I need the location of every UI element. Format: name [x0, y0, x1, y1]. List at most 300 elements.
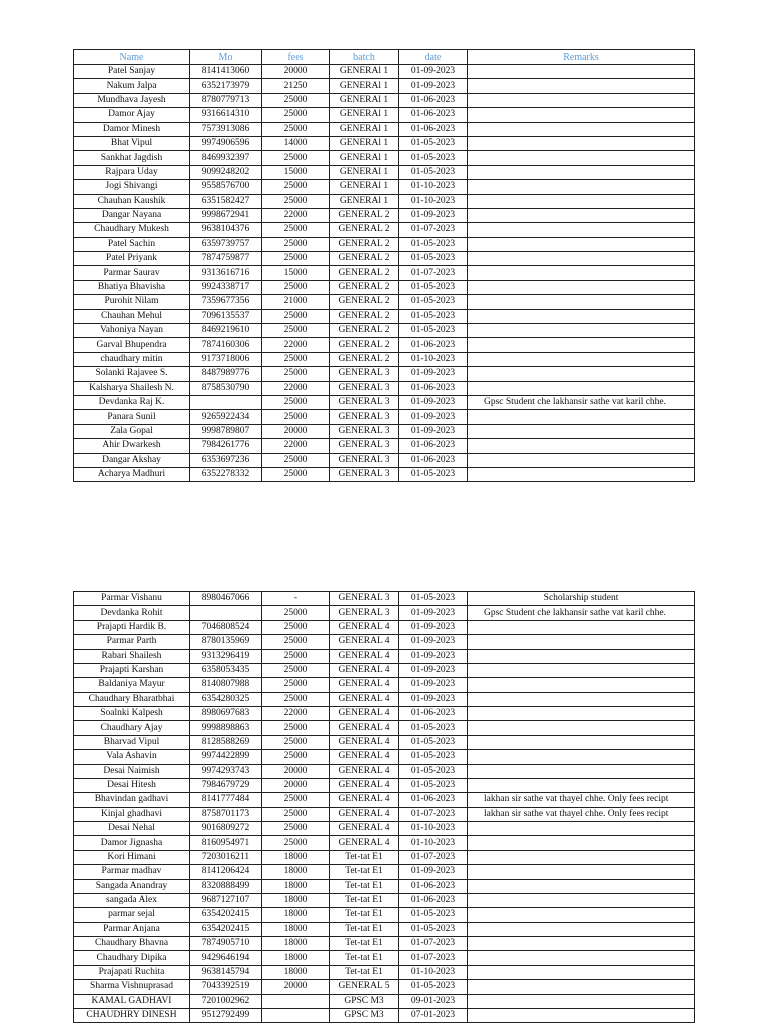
cell-fees: 25000 [262, 410, 330, 424]
cell-batch: GENERAL 3 [330, 606, 399, 620]
cell-name: Panara Sunil [74, 410, 190, 424]
cell-name: Rabari Shailesh [74, 649, 190, 663]
cell-date: 01-09-2023 [399, 395, 468, 409]
cell-batch: GENERAl 1 [330, 151, 399, 165]
cell-name: Chaudhary Bharatbhai [74, 692, 190, 706]
cell-remarks: Gpsc Student che lakhansir sathe vat karil chhe. [468, 395, 695, 409]
cell-mobile: 6358053435 [190, 663, 262, 677]
col-header-fees: fees [262, 50, 330, 65]
table-row [74, 707, 695, 721]
cell-name: Parmar Saurav [74, 266, 190, 280]
cell-batch: GENERAL 3 [330, 467, 399, 481]
table-row [74, 252, 695, 266]
cell-batch: GENERAl 1 [330, 180, 399, 194]
cell-remarks [468, 937, 695, 951]
cell-name: Dangar Nayana [74, 208, 190, 222]
cell-date: 01-09-2023 [399, 663, 468, 677]
cell-name: Patel Sachin [74, 237, 190, 251]
cell-fees: 20000 [262, 980, 330, 994]
records-table-1 [73, 49, 695, 482]
cell-batch: Tet-tat E1 [330, 865, 399, 879]
cell-name: Jogi Shivangi [74, 180, 190, 194]
cell-fees: 25000 [262, 151, 330, 165]
cell-date: 01-10-2023 [399, 180, 468, 194]
cell-date: 01-05-2023 [399, 467, 468, 481]
cell-fees: 25000 [262, 663, 330, 677]
table-row [74, 410, 695, 424]
table-row [74, 1008, 695, 1022]
cell-fees: 22000 [262, 208, 330, 222]
cell-remarks [468, 165, 695, 179]
cell-mobile: 7874759877 [190, 252, 262, 266]
cell-date: 01-06-2023 [399, 453, 468, 467]
cell-name: Desai Hitesh [74, 778, 190, 792]
cell-fees: 25000 [262, 649, 330, 663]
cell-mobile: 6351582427 [190, 194, 262, 208]
cell-mobile: 9265922434 [190, 410, 262, 424]
cell-fees: 25000 [262, 352, 330, 366]
cell-name: Dangar Akshay [74, 453, 190, 467]
cell-name: Sankhat Jagdish [74, 151, 190, 165]
table-row [74, 223, 695, 237]
cell-batch: GENERAL 2 [330, 223, 399, 237]
cell-fees: 18000 [262, 893, 330, 907]
cell-name: sangada Alex [74, 893, 190, 907]
cell-remarks [468, 324, 695, 338]
cell-mobile: 8780135969 [190, 635, 262, 649]
cell-name: Patel Sanjay [74, 65, 190, 79]
cell-mobile: 9016809272 [190, 822, 262, 836]
cell-fees: 21000 [262, 295, 330, 309]
cell-remarks [468, 410, 695, 424]
cell-remarks [468, 309, 695, 323]
cell-remarks [468, 136, 695, 150]
cell-mobile: 8980697683 [190, 707, 262, 721]
cell-remarks [468, 635, 695, 649]
cell-name: Sangada Anandray [74, 879, 190, 893]
cell-name: Chaudhary Ajay [74, 721, 190, 735]
cell-mobile: 8780779713 [190, 93, 262, 107]
cell-name: Devdanka Raj K. [74, 395, 190, 409]
cell-fees: 25000 [262, 606, 330, 620]
table-row [74, 721, 695, 735]
cell-batch: GENERAL 2 [330, 280, 399, 294]
table-body [74, 65, 695, 482]
table-row [74, 606, 695, 620]
cell-fees: 25000 [262, 180, 330, 194]
cell-batch: GENERAL 4 [330, 793, 399, 807]
cell-remarks [468, 266, 695, 280]
cell-date: 09-01-2023 [399, 994, 468, 1008]
cell-name: Chaudhary Bhavna [74, 937, 190, 951]
cell-batch: GENERAL 3 [330, 395, 399, 409]
cell-fees: 25000 [262, 194, 330, 208]
cell-batch: GENERAL 4 [330, 778, 399, 792]
table-row [74, 237, 695, 251]
table-row [74, 309, 695, 323]
cell-remarks [468, 122, 695, 136]
table-row [74, 424, 695, 438]
cell-mobile: 6354202415 [190, 922, 262, 936]
cell-name: Patel Priyank [74, 252, 190, 266]
cell-name: Prajapti Karshan [74, 663, 190, 677]
cell-date: 01-07-2023 [399, 850, 468, 864]
cell-mobile: 8758530790 [190, 381, 262, 395]
cell-mobile: 7096135537 [190, 309, 262, 323]
cell-remarks [468, 778, 695, 792]
cell-batch: GENERAl 1 [330, 136, 399, 150]
cell-fees: 22000 [262, 707, 330, 721]
table-row [74, 692, 695, 706]
table-row [74, 663, 695, 677]
cell-batch: Tet-tat E1 [330, 893, 399, 907]
cell-remarks [468, 980, 695, 994]
cell-batch: GENERAl 1 [330, 79, 399, 93]
cell-mobile: 6354280325 [190, 692, 262, 706]
cell-fees: 25000 [262, 324, 330, 338]
cell-name: Devdanka Rohit [74, 606, 190, 620]
cell-date: 01-07-2023 [399, 223, 468, 237]
cell-remarks [468, 678, 695, 692]
cell-date: 01-09-2023 [399, 678, 468, 692]
cell-batch: GENERAL 4 [330, 707, 399, 721]
cell-batch: Tet-tat E1 [330, 937, 399, 951]
cell-fees: 18000 [262, 937, 330, 951]
table-row [74, 750, 695, 764]
cell-name: Kori Himani [74, 850, 190, 864]
cell-remarks [468, 453, 695, 467]
cell-date: 01-06-2023 [399, 707, 468, 721]
cell-fees: 25000 [262, 252, 330, 266]
cell-mobile: 6352278332 [190, 467, 262, 481]
cell-date: 01-09-2023 [399, 635, 468, 649]
cell-name: Chaudhary Mukesh [74, 223, 190, 237]
cell-date: 01-06-2023 [399, 879, 468, 893]
cell-mobile: 8469932397 [190, 151, 262, 165]
cell-name: Acharya Madhuri [74, 467, 190, 481]
cell-name: Desai Nehal [74, 822, 190, 836]
cell-date: 01-06-2023 [399, 122, 468, 136]
cell-batch: GENERAL 2 [330, 309, 399, 323]
cell-name: chaudhary mitin [74, 352, 190, 366]
table-row [74, 79, 695, 93]
table-row [74, 620, 695, 634]
cell-date: 01-05-2023 [399, 908, 468, 922]
cell-name: Parmar Parth [74, 635, 190, 649]
table-row [74, 822, 695, 836]
table-body [74, 592, 695, 1023]
cell-batch: GENERAL 4 [330, 620, 399, 634]
cell-fees: 15000 [262, 165, 330, 179]
cell-fees: 21250 [262, 79, 330, 93]
cell-date: 01-06-2023 [399, 108, 468, 122]
cell-date: 01-05-2023 [399, 151, 468, 165]
cell-fees: 20000 [262, 764, 330, 778]
cell-date: 01-09-2023 [399, 649, 468, 663]
cell-fees: 25000 [262, 122, 330, 136]
cell-mobile: 9316614310 [190, 108, 262, 122]
cell-date: 01-10-2023 [399, 352, 468, 366]
col-header-mo: Mo [190, 50, 262, 65]
table-row [74, 395, 695, 409]
cell-batch: GENERAL 2 [330, 252, 399, 266]
cell-remarks [468, 965, 695, 979]
cell-date: 01-05-2023 [399, 165, 468, 179]
cell-date: 01-07-2023 [399, 266, 468, 280]
cell-date: 01-09-2023 [399, 367, 468, 381]
cell-name: Rajpara Uday [74, 165, 190, 179]
cell-date: 01-06-2023 [399, 338, 468, 352]
table-row [74, 951, 695, 965]
cell-date: 01-05-2023 [399, 980, 468, 994]
cell-mobile: 7874160306 [190, 338, 262, 352]
cell-mobile: 8487989776 [190, 367, 262, 381]
cell-remarks [468, 1008, 695, 1022]
table-row [74, 635, 695, 649]
cell-date: 01-10-2023 [399, 836, 468, 850]
cell-remarks [468, 151, 695, 165]
cell-batch: GENERAL 4 [330, 649, 399, 663]
cell-remarks [468, 367, 695, 381]
cell-fees: 25000 [262, 280, 330, 294]
cell-name: CHAUDHRY DINESH [74, 1008, 190, 1022]
cell-fees: 25000 [262, 807, 330, 821]
cell-date: 01-05-2023 [399, 778, 468, 792]
cell-date: 01-10-2023 [399, 965, 468, 979]
cell-batch: Tet-tat E1 [330, 965, 399, 979]
records-table-2 [73, 591, 695, 1023]
table-row [74, 879, 695, 893]
cell-date: 01-09-2023 [399, 79, 468, 93]
cell-name: Damor Minesh [74, 122, 190, 136]
cell-date: 01-05-2023 [399, 735, 468, 749]
cell-mobile: 8320888499 [190, 879, 262, 893]
cell-date: 01-10-2023 [399, 194, 468, 208]
cell-fees: 25000 [262, 635, 330, 649]
table-row [74, 908, 695, 922]
cell-fees: 25000 [262, 620, 330, 634]
cell-remarks: Gpsc Student che lakhansir sathe vat karil chhe. [468, 606, 695, 620]
cell-fees: 25000 [262, 309, 330, 323]
cell-batch: GENERAL 3 [330, 439, 399, 453]
cell-batch: GPSC M3 [330, 994, 399, 1008]
cell-mobile: 8980467066 [190, 592, 262, 606]
cell-mobile: 6353697236 [190, 453, 262, 467]
cell-remarks [468, 208, 695, 222]
cell-batch: GENERAL 4 [330, 764, 399, 778]
cell-date: 01-09-2023 [399, 208, 468, 222]
cell-remarks [468, 707, 695, 721]
cell-name: Bhatiya Bhavisha [74, 280, 190, 294]
table-row [74, 836, 695, 850]
cell-mobile: 7203016211 [190, 850, 262, 864]
table-row [74, 980, 695, 994]
cell-remarks [468, 381, 695, 395]
cell-mobile: 7359677356 [190, 295, 262, 309]
cell-date: 01-06-2023 [399, 439, 468, 453]
cell-batch: GENERAl 1 [330, 93, 399, 107]
cell-remarks [468, 108, 695, 122]
cell-date: 01-05-2023 [399, 252, 468, 266]
cell-batch: GENERAl 1 [330, 194, 399, 208]
cell-mobile: 9173718006 [190, 352, 262, 366]
cell-mobile: 6352173979 [190, 79, 262, 93]
cell-name: Desai Naimish [74, 764, 190, 778]
cell-fees: 22000 [262, 338, 330, 352]
table-row [74, 108, 695, 122]
cell-name: Chauhan Kaushik [74, 194, 190, 208]
cell-name: Nakum Jalpa [74, 79, 190, 93]
cell-date: 01-09-2023 [399, 606, 468, 620]
cell-name: Baldaniya Mayur [74, 678, 190, 692]
cell-fees: 25000 [262, 735, 330, 749]
cell-remarks [468, 663, 695, 677]
cell-fees: 18000 [262, 951, 330, 965]
cell-mobile: 8141777484 [190, 793, 262, 807]
cell-batch: GENERAL 3 [330, 410, 399, 424]
cell-date: 01-09-2023 [399, 424, 468, 438]
cell-mobile: 7984261776 [190, 439, 262, 453]
cell-name: Bhavindan gadhavi [74, 793, 190, 807]
cell-fees: 14000 [262, 136, 330, 150]
cell-name: Vala Ashavin [74, 750, 190, 764]
cell-mobile: 9638145794 [190, 965, 262, 979]
table-row [74, 649, 695, 663]
cell-mobile: 8469219610 [190, 324, 262, 338]
cell-remarks [468, 692, 695, 706]
cell-remarks [468, 439, 695, 453]
cell-batch: GENERAL 4 [330, 735, 399, 749]
table-row [74, 122, 695, 136]
cell-name: Bharvad Vipul [74, 735, 190, 749]
cell-fees: 18000 [262, 922, 330, 936]
cell-remarks [468, 879, 695, 893]
cell-mobile: 9998672941 [190, 208, 262, 222]
cell-batch: Tet-tat E1 [330, 922, 399, 936]
table-row [74, 352, 695, 366]
table-row [74, 453, 695, 467]
cell-remarks [468, 951, 695, 965]
cell-mobile: 7201002962 [190, 994, 262, 1008]
table-row [74, 850, 695, 864]
cell-fees: 18000 [262, 850, 330, 864]
cell-mobile [190, 606, 262, 620]
cell-remarks [468, 922, 695, 936]
cell-batch: GENERAL 4 [330, 678, 399, 692]
cell-batch: GENERAL 4 [330, 692, 399, 706]
cell-name: Bhat Vipul [74, 136, 190, 150]
cell-remarks [468, 735, 695, 749]
table-row [74, 180, 695, 194]
cell-batch: GENERAL 3 [330, 453, 399, 467]
cell-mobile: 8141206424 [190, 865, 262, 879]
cell-fees: 25000 [262, 750, 330, 764]
cell-name: Sharma Vishnuprasad [74, 980, 190, 994]
cell-fees: 25000 [262, 721, 330, 735]
table-row [74, 151, 695, 165]
cell-fees: 25000 [262, 237, 330, 251]
cell-remarks [468, 223, 695, 237]
cell-batch: GENERAL 4 [330, 635, 399, 649]
cell-remarks [468, 93, 695, 107]
cell-mobile: 8128588269 [190, 735, 262, 749]
cell-date: 01-06-2023 [399, 93, 468, 107]
col-header-batch: batch [330, 50, 399, 65]
cell-remarks [468, 750, 695, 764]
cell-date: 01-09-2023 [399, 692, 468, 706]
cell-name: Zala Gopal [74, 424, 190, 438]
cell-date: 01-05-2023 [399, 764, 468, 778]
cell-remarks [468, 649, 695, 663]
cell-mobile: 9998789807 [190, 424, 262, 438]
table-row [74, 994, 695, 1008]
cell-date: 01-06-2023 [399, 893, 468, 907]
cell-remarks [468, 194, 695, 208]
cell-mobile: 9313616716 [190, 266, 262, 280]
cell-fees: 25000 [262, 93, 330, 107]
cell-name: Vahoniya Nayan [74, 324, 190, 338]
cell-batch: GENERAl 1 [330, 65, 399, 79]
cell-fees: 25000 [262, 367, 330, 381]
cell-mobile: 7043392519 [190, 980, 262, 994]
table-row [74, 735, 695, 749]
cell-fees: 22000 [262, 381, 330, 395]
table-row [74, 922, 695, 936]
cell-fees: 25000 [262, 822, 330, 836]
cell-remarks [468, 850, 695, 864]
table-row [74, 381, 695, 395]
cell-fees: - [262, 592, 330, 606]
cell-name: Kinjal ghadhavi [74, 807, 190, 821]
cell-batch: Tet-tat E1 [330, 879, 399, 893]
cell-fees: 20000 [262, 424, 330, 438]
cell-mobile [190, 395, 262, 409]
cell-remarks [468, 893, 695, 907]
cell-date: 01-09-2023 [399, 865, 468, 879]
cell-batch: GENERAL 3 [330, 367, 399, 381]
cell-batch: GENERAL 2 [330, 295, 399, 309]
table-row [74, 778, 695, 792]
cell-fees: 18000 [262, 965, 330, 979]
cell-batch: GENERAL 4 [330, 836, 399, 850]
table-row [74, 678, 695, 692]
cell-remarks [468, 295, 695, 309]
cell-batch: GPSC M3 [330, 1008, 399, 1022]
cell-remarks: lakhan sir sathe vat thayel chhe. Only fees recipt [468, 807, 695, 821]
cell-remarks: lakhan sir sathe vat thayel chhe. Only fees recipt [468, 793, 695, 807]
cell-mobile: 9512792499 [190, 1008, 262, 1022]
cell-date: 01-05-2023 [399, 721, 468, 735]
table-row [74, 295, 695, 309]
cell-batch: GENERAL 2 [330, 266, 399, 280]
cell-batch: GENERAL 4 [330, 807, 399, 821]
cell-remarks: Scholarship student [468, 592, 695, 606]
cell-fees: 25000 [262, 836, 330, 850]
cell-remarks [468, 237, 695, 251]
cell-fees [262, 994, 330, 1008]
cell-date: 01-05-2023 [399, 280, 468, 294]
table-row [74, 467, 695, 481]
cell-batch: GENERAL 2 [330, 237, 399, 251]
cell-mobile: 9638104376 [190, 223, 262, 237]
cell-batch: Tet-tat E1 [330, 951, 399, 965]
cell-fees: 25000 [262, 453, 330, 467]
cell-mobile: 9687127107 [190, 893, 262, 907]
cell-batch: GENERAL 5 [330, 980, 399, 994]
cell-remarks [468, 836, 695, 850]
cell-batch: GENERAL 2 [330, 324, 399, 338]
cell-date: 01-05-2023 [399, 922, 468, 936]
